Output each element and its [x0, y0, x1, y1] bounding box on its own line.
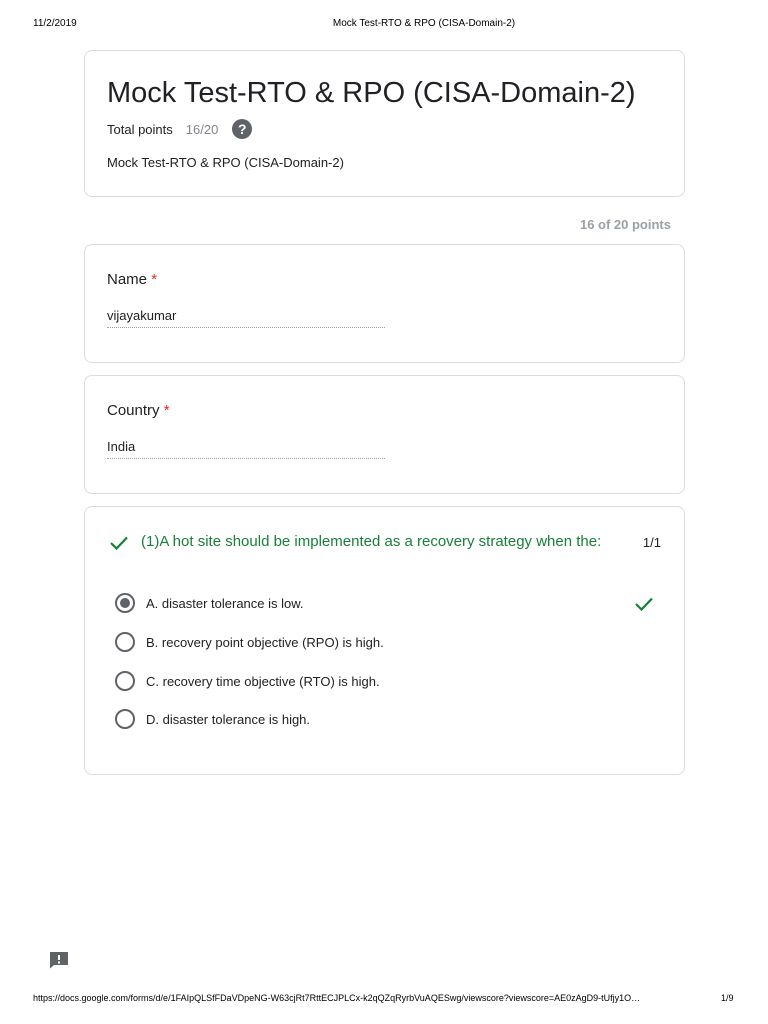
- option-label: B. recovery point objective (RPO) is high.: [146, 634, 384, 650]
- feedback-icon[interactable]: [49, 951, 69, 969]
- form-title: Mock Test-RTO & RPO (CISA-Domain-2): [107, 77, 636, 109]
- option-label: C. recovery time objective (RTO) is high.: [146, 673, 380, 689]
- option-b[interactable]: [115, 632, 384, 652]
- country-question-card: [84, 375, 685, 494]
- help-circle-icon[interactable]: ?: [232, 119, 252, 139]
- total-points-value: 16/20: [185, 121, 219, 137]
- option-correct-check-icon: [634, 596, 654, 612]
- name-question-card: [84, 244, 685, 363]
- name-label: [107, 271, 157, 288]
- print-date: 11/2/2019: [33, 18, 77, 29]
- radio-unselected[interactable]: [115, 671, 135, 691]
- option-c[interactable]: [115, 671, 380, 691]
- quiz-question-card: [84, 506, 685, 775]
- required-mark: *: [163, 402, 170, 419]
- footer-page-number: 1/9: [721, 993, 734, 1003]
- required-mark: *: [151, 271, 158, 288]
- correct-check-icon: [109, 535, 129, 551]
- footer-url: https://docs.google.com/forms/d/e/1FAIpQLSfFDaVDpeNG-W63cjRt7RttECJPLCx-k2qQZqRyrbVuAQESwg/viewscore?viewscore=AE0zAgD9-tUfjy1O…: [33, 993, 641, 1003]
- country-answer: India: [107, 439, 385, 459]
- score-summary: 16 of 20 points: [579, 217, 671, 232]
- radio-unselected[interactable]: [115, 709, 135, 729]
- country-label: [107, 402, 170, 419]
- form-header-card: [84, 50, 685, 197]
- radio-selected[interactable]: [115, 593, 135, 613]
- total-points-label: Total points: [107, 121, 173, 137]
- name-label-text: Name: [107, 271, 148, 288]
- name-answer: vijayakumar: [107, 308, 385, 328]
- option-label: D. disaster tolerance is high.: [146, 711, 311, 727]
- total-points: [107, 118, 252, 140]
- country-label-text: Country: [107, 402, 160, 419]
- print-title: Mock Test-RTO & RPO (CISA-Domain-2): [332, 18, 516, 29]
- question-text: (1)A hot site should be implemented as a recovery strategy when the:: [141, 533, 602, 550]
- option-a[interactable]: [115, 593, 304, 613]
- question-score: 1/1: [642, 535, 661, 550]
- option-d[interactable]: [115, 709, 310, 729]
- form-description: Mock Test-RTO & RPO (CISA-Domain-2): [107, 155, 344, 170]
- print-header: [0, 18, 768, 32]
- option-label: A. disaster tolerance is low.: [146, 595, 304, 611]
- radio-unselected[interactable]: [115, 632, 135, 652]
